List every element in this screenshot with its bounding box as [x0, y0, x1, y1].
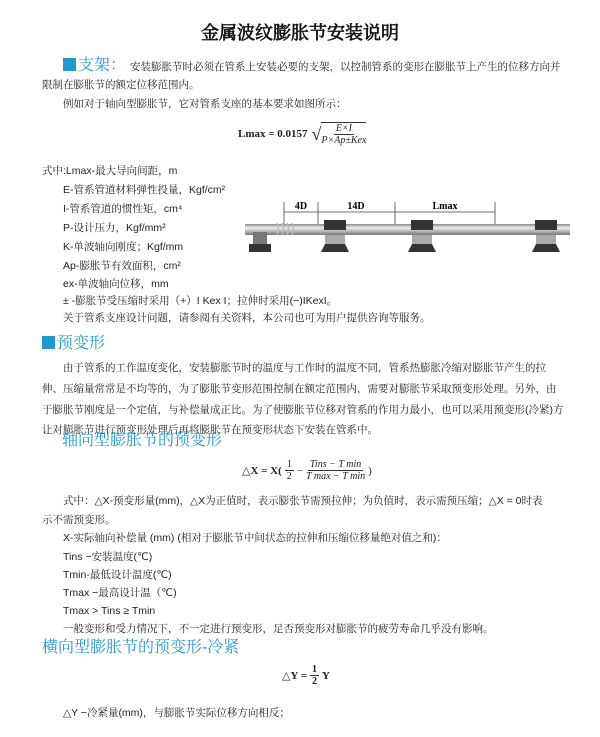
- half-fraction: [285, 459, 294, 482]
- formula-fraction: [321, 122, 366, 146]
- legend-item: Ap-膨胀节有效面积，cm²: [63, 260, 181, 272]
- support-heading: [63, 56, 126, 76]
- half-num: 1: [286, 459, 292, 470]
- lateral-explain: △Y −冷紧量(mm)，与膨胀节实际位移方向相反；: [63, 707, 290, 719]
- dim-lmax: Lmax: [432, 201, 458, 212]
- axial-formula-left: △X = X(: [242, 465, 282, 477]
- temp-num: Tins − T min: [309, 459, 362, 470]
- lmax-formula: [238, 122, 366, 146]
- axial-formula: [242, 459, 372, 482]
- paren-close: ): [368, 464, 372, 477]
- axial-list-item: Tmax −最高设计温（℃): [63, 587, 177, 599]
- legend-item: K-单波轴向刚度；Kgf/mm: [63, 241, 184, 253]
- temp-den: T max − T min: [306, 471, 366, 482]
- axial-list-item: 一般变形和受力情况下，不一定进行预变形，足否预变形对膨胀节的疲劳寿命几乎没有影响。: [63, 623, 494, 635]
- legend-item: 式中:Lmax-最大导向间距，m: [42, 165, 178, 177]
- predeform-paragraph-line: 由于管系的工作温度变化，安装膨胀节时的温度与工作时的温度不同，管系热膨胀冷缩对膨胀节产生的拉: [63, 362, 546, 374]
- axial-explain-line: 示不需预变形。: [42, 514, 116, 526]
- legend-item: 关于管系支座设计问题，请参阅有关资料，本公司也可为用户提供咨询等服务。: [63, 312, 431, 324]
- support-heading-text: 支架：: [78, 57, 127, 74]
- axial-list-item: Tmax > Tins ≥ Tmin: [63, 605, 156, 617]
- legend-item: ex-单波轴向位移，mm: [63, 278, 169, 290]
- axial-list-item: X-实际轴向补偿量 (mm) (相对于膨胀节中间状态的拉伸和压缩位移量绝对值之和)：: [63, 532, 447, 544]
- support-intro-line2: 限制在膨胀节的额定位移范围内。: [42, 79, 200, 91]
- temp-fraction: [306, 459, 365, 482]
- lateral-fraction: [310, 664, 319, 687]
- formula-denominator: P×Ap±Kex: [321, 135, 367, 146]
- dim-4d: 4D: [294, 201, 308, 212]
- axial-explain-line: 式中：△X-预变形量(mm)，△X为正值时，表示膨张节需预拉伸；为负值时，表示需预压缩；△X = 0时表: [63, 495, 543, 507]
- lateral-den: 2: [312, 676, 318, 687]
- axial-heading: 轴向型膨胀节的预变形: [62, 432, 223, 449]
- half-den: 2: [286, 471, 292, 482]
- predeform-paragraph-line: 于膨胀节刚度是一个定值，与补偿量成正比。为了使膨胀节位移对管系的作用力最小，也可以采用预变形(冷紧)方: [42, 404, 564, 416]
- lateral-formula-left: △Y =: [282, 670, 308, 682]
- sqrt-icon: √: [311, 123, 322, 144]
- predeform-heading: [42, 334, 105, 354]
- predeform-paragraph-line: 让对膨胀节进行预变形处理后再将膨胀节在预变形状态下安装在管系中。: [42, 424, 378, 436]
- square-bullet-icon: [42, 336, 55, 349]
- page-title: 金属波纹膨胀节安装说明: [201, 23, 399, 43]
- fixed-support: [253, 232, 267, 244]
- formula-left: Lmax = 0.0157: [238, 128, 308, 140]
- legend-item: I-管系管道的惯性矩，cm⁴: [63, 203, 183, 215]
- support-intro-line1: 安装膨胀节时必须在管系上安装必要的支架，以控制管系的变形在膨胀节上产生的位移方向并: [130, 61, 561, 73]
- support-spacing-diagram: [245, 198, 570, 278]
- lateral-formula-right: Y: [322, 669, 330, 682]
- legend-item: E-管系管道材料弹性投量，Kgf/cm²: [63, 184, 226, 196]
- support-example: 例如对于轴向型膨胀节，它对管系支座的基本要求如图所示：: [63, 98, 347, 110]
- predeform-paragraph-line: 伸、压缩量常常是不均等的，为了膨胀节变形范围控制在额定范围内，需要对膨胀节采取预变形处理。另外，由: [42, 383, 557, 395]
- legend-item: ± -膨胀节受压缩时采用（+）I Kex I；拉伸时采用(−)IKexI。: [63, 295, 338, 307]
- axial-list-item: Tmin-最低设计温度(℃): [63, 569, 172, 581]
- predeform-heading-text: 预变形: [57, 335, 106, 352]
- dim-14d: 14D: [347, 201, 365, 212]
- lateral-formula: [282, 664, 330, 687]
- minus: −: [296, 464, 303, 477]
- square-bullet-icon: [63, 58, 76, 71]
- formula-numerator: E×I: [335, 123, 353, 134]
- axial-list-item: Tins −安装温度(℃): [63, 551, 153, 563]
- lateral-num: 1: [312, 664, 318, 675]
- lateral-heading: 横向型膨胀节的预变形-冷紧: [42, 639, 240, 656]
- legend-item: P-设计压力，Kgf/mm²: [63, 222, 166, 234]
